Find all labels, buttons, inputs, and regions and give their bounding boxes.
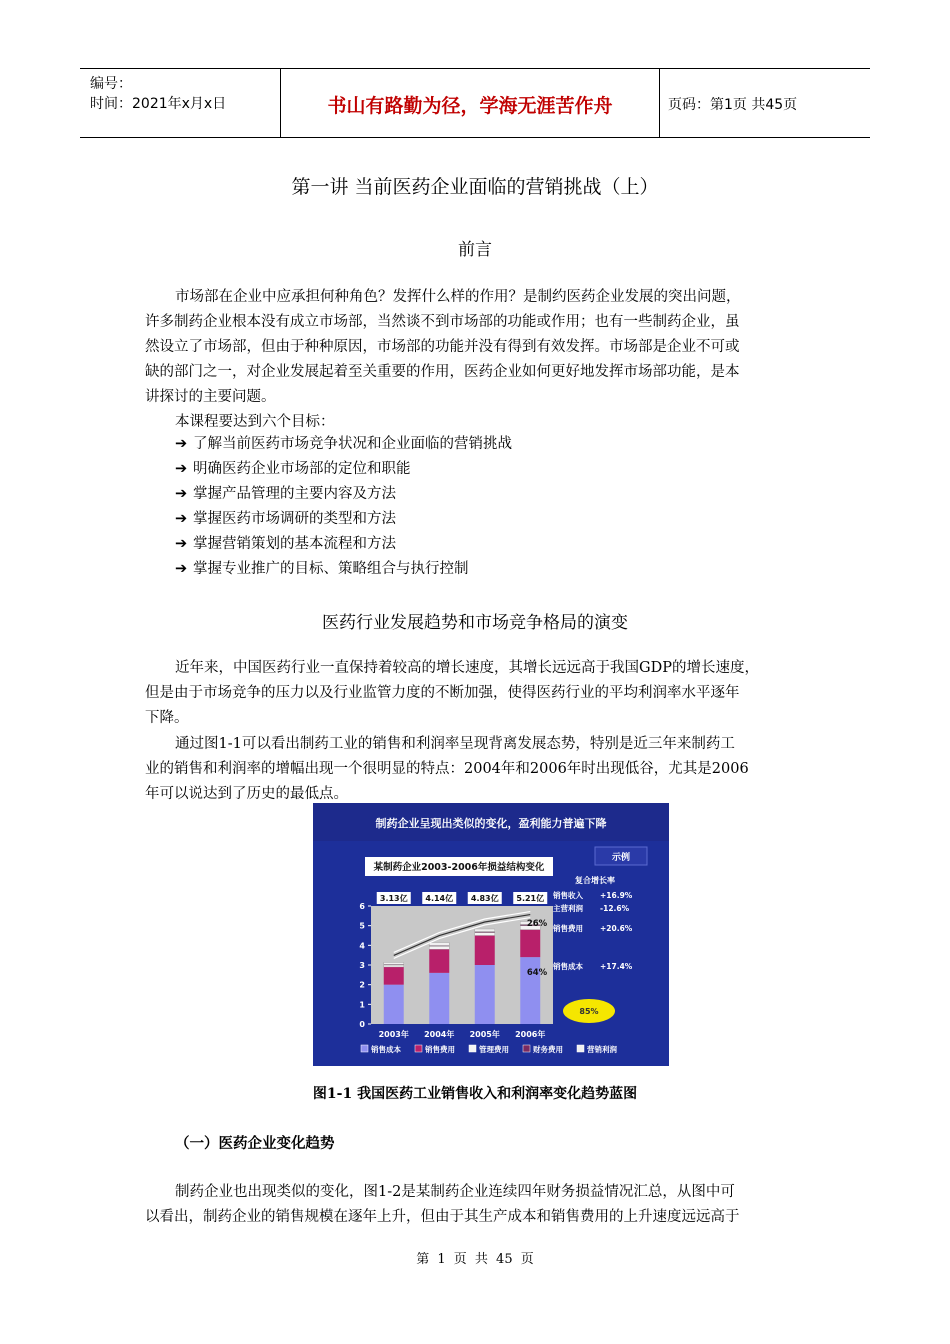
arrow-icon: ➔ (175, 486, 188, 502)
bar-segment (384, 962, 404, 964)
y-tick-label: 5 (359, 921, 365, 931)
bar-segment (429, 946, 449, 949)
y-tick-label: 6 (359, 902, 365, 911)
growth-name: 销售费用 (553, 924, 583, 933)
y-tick-label: 1 (359, 1000, 365, 1010)
bar-segment (429, 943, 449, 946)
paragraph-1 (145, 656, 809, 731)
oval-label: 85% (579, 1007, 599, 1016)
pct-label-26: 26% (526, 919, 548, 929)
subheading: （一）医药企业变化趋势 (175, 1136, 335, 1152)
growth-name: 销售收入 (553, 891, 583, 900)
bar-segment (475, 965, 495, 1024)
text-line: 本课程要达到六个目标： (175, 414, 335, 430)
bar-segment (475, 936, 495, 966)
motto-text: 书山有路勤为径，学海无涯苦作舟 (327, 95, 613, 117)
pct-label-64: 64% (526, 968, 548, 978)
figure-1-1 (313, 803, 669, 1066)
legend-label: 管理费用 (479, 1045, 509, 1054)
chart-svg (313, 803, 669, 1066)
arrow-icon: ➔ (175, 511, 188, 527)
list-item (175, 482, 512, 507)
page-info: 页码：第1页 共45页 (668, 97, 798, 113)
text-line: 但是由于市场竞争的压力以及行业监管力度的不断加强，使得医药行业的平均利润率水平逐年 (145, 685, 740, 701)
text-line: 市场部在企业中应承担何种角色？发挥什么样的作用？是制约医药企业发展的突出问题， (175, 289, 741, 305)
legend-swatch (469, 1045, 476, 1052)
bar-segment (384, 967, 404, 985)
arrow-icon: ➔ (175, 561, 188, 577)
paragraph-2 (145, 732, 809, 807)
paragraph-3 (145, 1180, 809, 1230)
legend-button-label: 示例 (611, 853, 631, 863)
text-line: 制药企业也出现类似的变化，图1-2是某制药企业连续四年财务损益情况汇总，从图中可 (175, 1184, 735, 1200)
text-line: 讲探讨的主要问题。 (145, 389, 276, 405)
x-tick-label: 2004年 (424, 1030, 455, 1039)
goal-text: 了解当前医药市场竞争状况和企业面临的营销挑战 (193, 436, 512, 452)
x-tick-label: 2005年 (469, 1030, 500, 1039)
legend-label: 销售成本 (371, 1045, 401, 1054)
text-line: 缺的部门之一，对企业发展起着至关重要的作用，医药企业如何更好地发挥市场部功能，是本 (145, 364, 740, 380)
list-item (175, 432, 512, 457)
header-center-cell (281, 69, 660, 137)
banner-text: 制药企业呈现出类似的变化，盈利能力普遍下降 (375, 817, 607, 830)
goal-text: 掌握医药市场调研的类型和方法 (193, 511, 396, 527)
growth-value: -12.6% (600, 904, 630, 913)
legend-swatch (577, 1045, 584, 1052)
header-left-cell (80, 69, 281, 137)
bar-segment (384, 985, 404, 1024)
list-item (175, 507, 512, 532)
growth-value: +16.9% (600, 891, 633, 900)
bar-segment (475, 929, 495, 932)
text-line: 下降。 (145, 710, 189, 726)
text-line: 通过图1-1可以看出制药工业的销售和利润率呈现背离发展态势，特别是近三年来制药工 (175, 736, 735, 752)
y-tick-label: 2 (359, 980, 365, 990)
value-label: 3.13亿 (379, 894, 408, 903)
text-line: 然设立了市场部，但由于种种原因，市场部的功能并没有得到有效发挥。市场部是企业不可或 (145, 339, 740, 355)
growth-name: 销售成本 (553, 962, 583, 971)
page-title: 第一讲 当前医药企业面临的营销挑战（上） (291, 176, 659, 198)
section-heading: 医药行业发展趋势和市场竞争格局的演变 (322, 613, 628, 633)
bar-segment (520, 930, 540, 958)
growth-name: 主营利润 (553, 904, 583, 913)
goal-text: 掌握产品管理的主要内容及方法 (193, 486, 396, 502)
goal-text: 掌握专业推广的目标、策略组合与执行控制 (193, 561, 469, 577)
bar-segment (429, 973, 449, 1024)
preface-paragraph (145, 285, 809, 435)
text-line: 业的销售和利润率的增幅出现一个很明显的特点：2004年和2006年时出现低谷，尤其是2006 (145, 761, 749, 777)
goal-text: 明确医药企业市场部的定位和职能 (193, 461, 411, 477)
time-label: 时间：2021年x月x日 (90, 96, 227, 112)
header-right-cell (660, 69, 870, 137)
x-tick-label: 2006年 (515, 1030, 546, 1039)
inner-title: 某制药企业2003-2006年损益结构变化 (373, 862, 545, 873)
list-item (175, 532, 512, 557)
figure-caption: 图1-1 我国医药工业销售收入和利润率变化趋势蓝图 (312, 1086, 638, 1102)
arrow-icon: ➔ (175, 461, 188, 477)
page-footer: 第 1 页 共 45 页 (416, 1252, 534, 1267)
legend-swatch (523, 1045, 530, 1052)
legend-label: 财务费用 (533, 1045, 563, 1054)
preface-heading: 前言 (458, 240, 492, 260)
goals-list (175, 432, 512, 582)
list-item (175, 557, 512, 582)
header-table (80, 68, 870, 138)
value-label: 5.21亿 (516, 894, 545, 903)
growth-value: +17.4% (600, 962, 633, 971)
arrow-icon: ➔ (175, 436, 188, 452)
text-line: 年可以说达到了历史的最低点。 (145, 786, 348, 802)
legend-swatch (361, 1045, 368, 1052)
bar-segment (475, 933, 495, 936)
legend-swatch (415, 1045, 422, 1052)
arrow-icon: ➔ (175, 536, 188, 552)
legend-label: 销售费用 (425, 1045, 455, 1054)
y-tick-label: 0 (359, 1020, 365, 1029)
text-line: 近年来，中国医药行业一直保持着较高的增长速度，其增长远远高于我国GDP的增长速度， (175, 660, 759, 676)
x-tick-label: 2003年 (378, 1030, 409, 1039)
number-label: 编号： (90, 76, 132, 92)
bar-segment (384, 965, 404, 967)
value-label: 4.83亿 (470, 894, 499, 903)
value-label: 4.14亿 (425, 894, 454, 903)
text-line: 以看出，制药企业的销售规模在逐年上升，但由于其生产成本和销售费用的上升速度远远高于 (145, 1209, 740, 1225)
growth-header: 复合增长率 (575, 876, 615, 885)
list-item (175, 457, 512, 482)
bar-segment (429, 949, 449, 973)
goal-text: 掌握营销策划的基本流程和方法 (193, 536, 396, 552)
legend-label: 营销利润 (587, 1045, 617, 1054)
text-line: 许多制药企业根本没有成立市场部，当然谈不到市场部的功能或作用；也有一些制药企业，虽 (145, 314, 740, 330)
y-tick-label: 4 (359, 941, 365, 951)
y-tick-label: 3 (359, 961, 365, 970)
growth-value: +20.6% (600, 924, 633, 933)
